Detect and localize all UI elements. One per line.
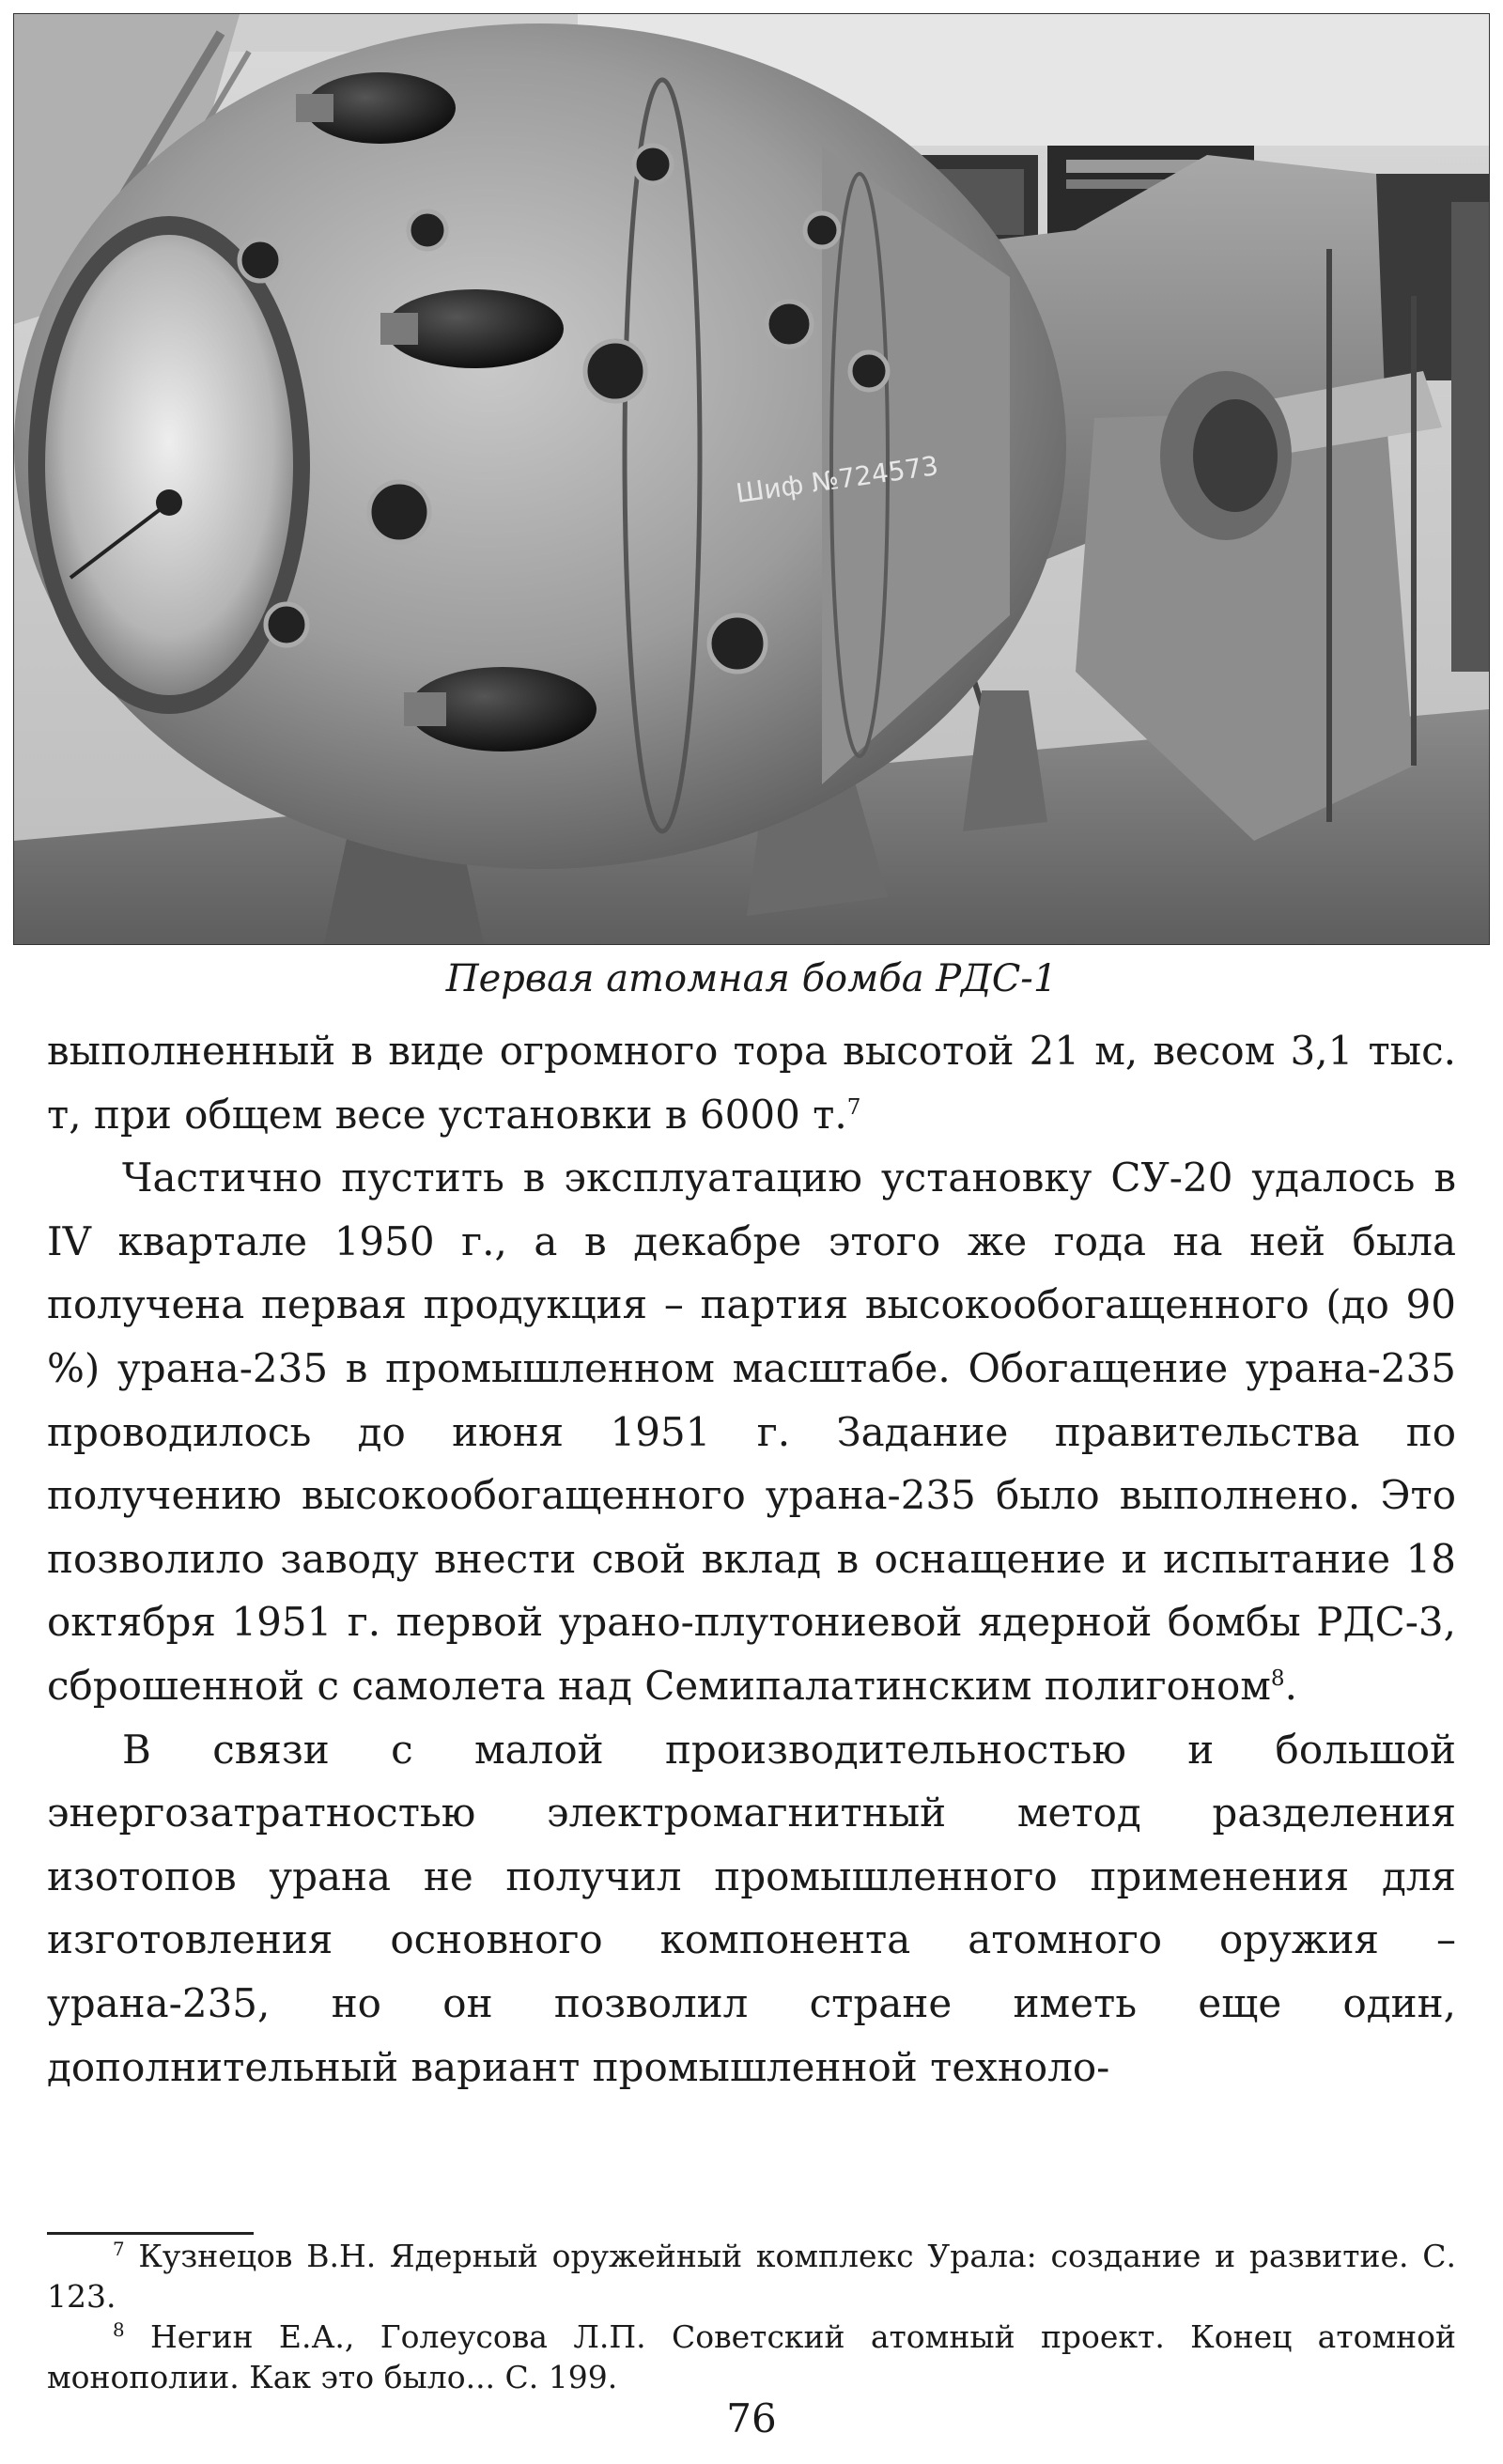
paragraph-1 bbox=[47, 1019, 1456, 1146]
photo-caption: Первая атомная бомба РДС-1 bbox=[445, 957, 1058, 1000]
paragraph-2 bbox=[47, 1146, 1456, 1717]
paragraph-2-text: Частично пустить в эксплуатацию установку СУ-20 удалось в IV квартале 1950 г., а в декабре этого же года на ней была получена первая продукция – партия высокообогащенного (до 90 %) урана-235 в промышленном масштабе. Обогащение урана-235 проводилось до июня 1951 г. Задание правительства по получению высокообогащенного урана-235 было выполнено. Это позволило заводу внести свой вклад в оснащение и испытание 18 октября 1951 г. первой урано-плутониевой ядерной бомбы РДС-3, сброшенной с самолета над Семипалатинским полигоном bbox=[47, 1155, 1456, 1709]
bomb-photo bbox=[13, 13, 1490, 945]
footnotes bbox=[47, 2236, 1456, 2397]
footnote-8 bbox=[47, 2317, 1456, 2397]
footnote-divider bbox=[47, 2232, 254, 2235]
paragraph-1-text: выполненный в виде огромного тора высотой 21 м, весом 3,1 тыс. т, при общем весе установки в 6000 т. bbox=[47, 1028, 1456, 1138]
footnote-8-number: 8 bbox=[113, 2319, 125, 2341]
body-text bbox=[47, 1019, 1456, 2099]
paragraph-3-text: В связи с малой производительностью и большой энергозатратностью электромагнитный метод разделения изотопов урана не получил промышленного применения для изготовления основного компонента атомного оружия – урана-235, но он позволил стране иметь еще один, дополнительный вариант промышленной техноло- bbox=[47, 1726, 1456, 2090]
bomb-serial-marking: Шиф №724573 bbox=[734, 450, 940, 509]
paragraph-2-tail: . bbox=[1284, 1662, 1297, 1709]
footnote-7-text: Кузнецов В.Н. Ядерный оружейный комплекс Урала: создание и развитие. С. 123. bbox=[47, 2238, 1456, 2315]
page-number: 76 bbox=[726, 2395, 777, 2441]
footnote-7 bbox=[47, 2236, 1456, 2317]
rds-1-bomb-photo-icon bbox=[14, 14, 1489, 944]
paragraph-3 bbox=[47, 1718, 1456, 2100]
footnote-ref-7: 7 bbox=[846, 1094, 861, 1120]
footnote-ref-8: 8 bbox=[1270, 1666, 1285, 1691]
footnote-7-number: 7 bbox=[113, 2239, 125, 2260]
footnote-8-text: Негин Е.А., Голеусова Л.П. Советский атомный проект. Конец атомной монополии. Как это было... С. 199. bbox=[47, 2318, 1456, 2395]
